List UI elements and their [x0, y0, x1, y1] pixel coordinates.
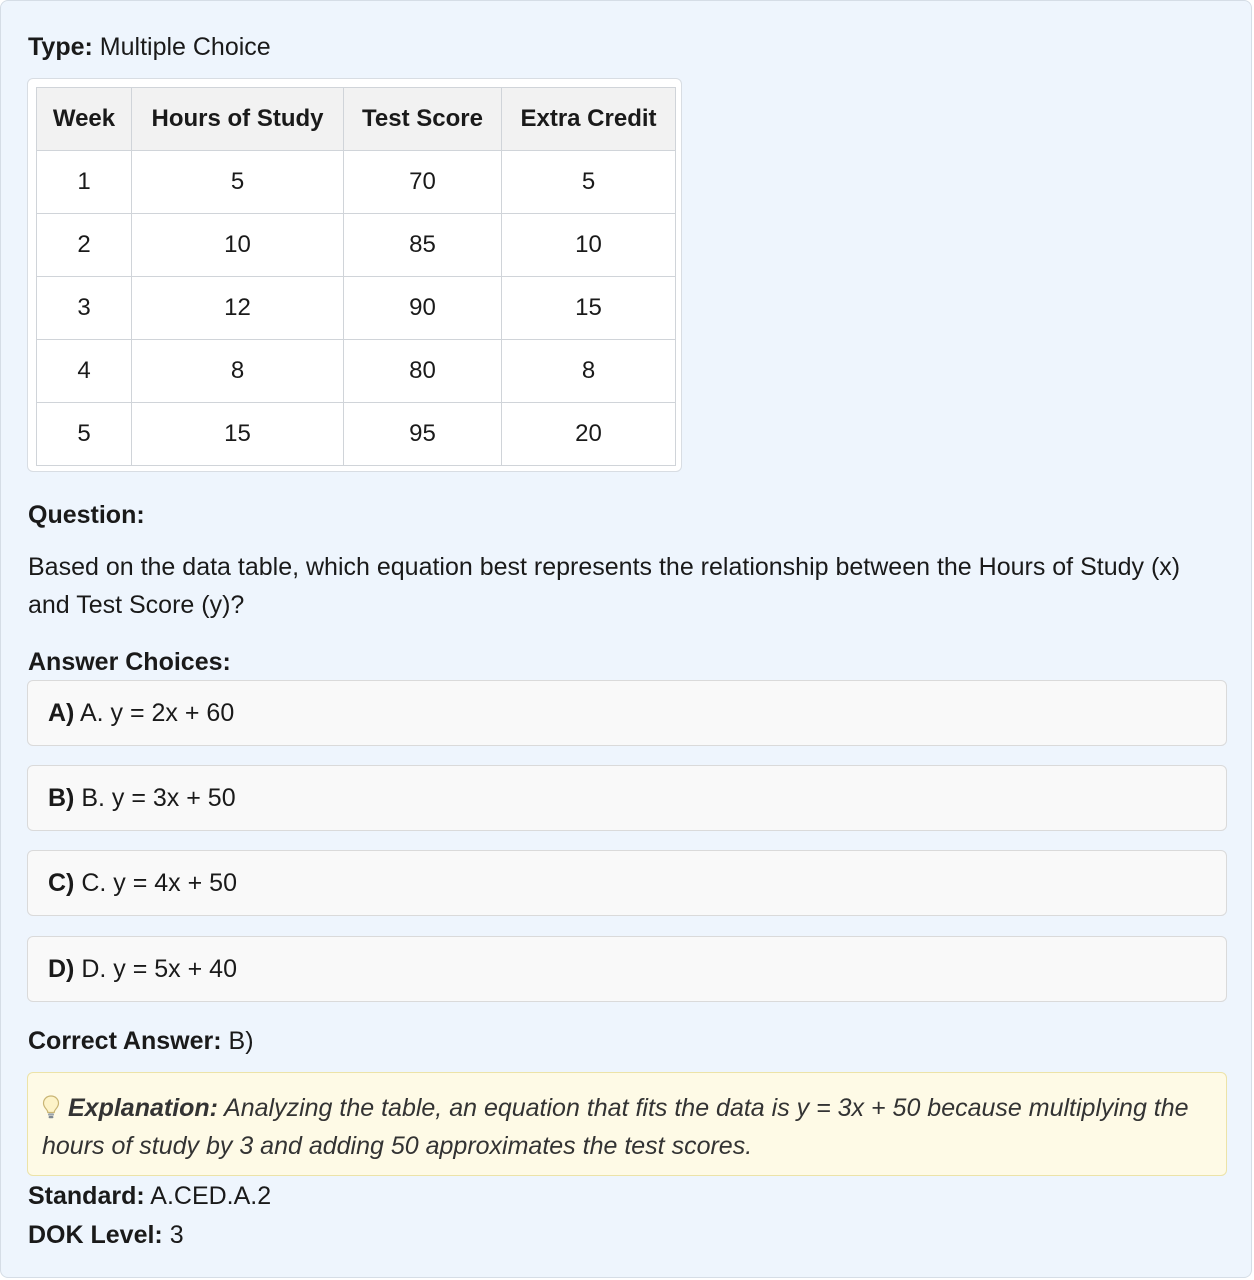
table-cell: 5: [37, 403, 132, 466]
table-cell: 70: [344, 151, 502, 214]
standard-value: A.CED.A.2: [150, 1182, 272, 1210]
table-cell: 15: [132, 403, 344, 466]
table-cell: 8: [502, 340, 676, 403]
table-cell: 90: [344, 277, 502, 340]
table-cell: 8: [132, 340, 344, 403]
choice-text: B. y = 3x + 50: [81, 784, 236, 812]
table-cell: 12: [132, 277, 344, 340]
table-row: [37, 151, 676, 214]
choice-letter: A): [48, 699, 75, 727]
standard-label: Standard:: [28, 1182, 145, 1210]
table-cell: 10: [502, 214, 676, 277]
data-table: [36, 87, 676, 466]
table-cell: 5: [502, 151, 676, 214]
table-cell: 5: [132, 151, 344, 214]
table-row: [37, 340, 676, 403]
standard-row: [28, 1181, 271, 1211]
dok-level-row: [28, 1220, 184, 1250]
table-cell: 3: [37, 277, 132, 340]
table-cell: 20: [502, 403, 676, 466]
type-value: Multiple Choice: [99, 33, 271, 61]
header-week: Week: [37, 88, 132, 151]
question-text: Based on the data table, which equation best represents the relationship between the Hours of Study (x) and Test Score (y)?: [28, 553, 1181, 619]
table-cell: 95: [344, 403, 502, 466]
correct-answer-value: B): [228, 1027, 254, 1055]
type-row: [28, 32, 271, 62]
header-test-score: Test Score: [344, 88, 502, 151]
choice-text: C. y = 4x + 50: [81, 869, 237, 897]
table-row: [37, 214, 676, 277]
table-cell: 2: [37, 214, 132, 277]
header-extra-credit: Extra Credit: [502, 88, 676, 151]
answer-choice-c[interactable]: [27, 850, 1227, 916]
explanation-box: [27, 1072, 1227, 1176]
table-row: [37, 403, 676, 466]
lightbulb-icon: [42, 1092, 60, 1116]
table-row: [37, 277, 676, 340]
choice-text: A. y = 2x + 60: [79, 699, 235, 727]
choice-text: D. y = 5x + 40: [81, 955, 237, 983]
table-cell: 4: [37, 340, 132, 403]
dok-level-value: 3: [169, 1221, 184, 1249]
table-cell: 80: [344, 340, 502, 403]
answer-choice-a[interactable]: [27, 680, 1227, 746]
explanation-text: Analyzing the table, an equation that fits the data is y = 3x + 50 because multiplying the hours of study by 3 and adding 50 approximates the test scores.: [42, 1094, 1189, 1160]
answer-choice-d[interactable]: [27, 936, 1227, 1002]
table-cell: 10: [132, 214, 344, 277]
dok-level-label: DOK Level:: [28, 1221, 163, 1249]
correct-answer-label: Correct Answer:: [28, 1027, 222, 1055]
table-cell: 85: [344, 214, 502, 277]
explanation-label: Explanation:: [68, 1094, 219, 1122]
table-cell: 15: [502, 277, 676, 340]
table-cell: 1: [37, 151, 132, 214]
choice-letter: D): [48, 955, 75, 983]
choice-letter: B): [48, 784, 75, 812]
type-label: Type:: [28, 33, 93, 61]
table-header-row: [37, 88, 676, 151]
question-label: Question:: [28, 501, 145, 529]
header-hours-of-study: Hours of Study: [132, 88, 344, 151]
answer-choices-label: Answer Choices:: [28, 648, 231, 676]
answer-choice-b[interactable]: [27, 765, 1227, 831]
data-table-container: [27, 78, 682, 472]
choice-letter: C): [48, 869, 75, 897]
correct-answer-row: [28, 1026, 254, 1056]
